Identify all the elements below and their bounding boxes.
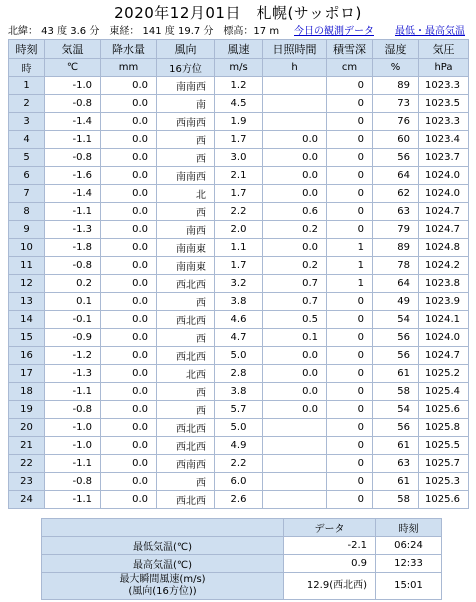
cell-sunshine: 0.0 bbox=[263, 383, 327, 401]
cell-precipitation: 0.0 bbox=[101, 275, 157, 293]
cell-wind-direction: 西南西 bbox=[157, 113, 215, 131]
cell-wind-speed: 6.0 bbox=[215, 473, 263, 491]
cell-humidity: 56 bbox=[373, 149, 419, 167]
min-max-temperature-link[interactable]: 最低・最高気温 bbox=[395, 26, 465, 37]
cell-wind-speed: 5.7 bbox=[215, 401, 263, 419]
table-row bbox=[9, 419, 469, 437]
cell-snow-depth: 0 bbox=[327, 329, 373, 347]
cell-hour: 8 bbox=[9, 203, 45, 221]
cell-precipitation: 0.0 bbox=[101, 347, 157, 365]
table-row bbox=[9, 275, 469, 293]
cell-wind-speed: 1.7 bbox=[215, 257, 263, 275]
cell-wind-direction: 西 bbox=[157, 149, 215, 167]
cell-precipitation: 0.0 bbox=[101, 455, 157, 473]
unit-time: 時 bbox=[9, 59, 45, 77]
cell-wind-direction: 西 bbox=[157, 473, 215, 491]
cell-temperature: -0.1 bbox=[45, 311, 101, 329]
hourly-observation-table bbox=[8, 39, 469, 509]
cell-precipitation: 0.0 bbox=[101, 419, 157, 437]
table-row bbox=[9, 437, 469, 455]
cell-sunshine: 0.7 bbox=[263, 275, 327, 293]
cell-pressure: 1024.8 bbox=[419, 239, 469, 257]
cell-hour: 6 bbox=[9, 167, 45, 185]
summary-time: 12:33 bbox=[376, 555, 442, 573]
table-row bbox=[9, 491, 469, 509]
unit-temperature: ℃ bbox=[45, 59, 101, 77]
cell-sunshine: 0.7 bbox=[263, 293, 327, 311]
cell-temperature: -1.0 bbox=[45, 437, 101, 455]
cell-sunshine: 0.0 bbox=[263, 167, 327, 185]
unit-sunshine: h bbox=[263, 59, 327, 77]
cell-wind-direction: 南南東 bbox=[157, 239, 215, 257]
cell-pressure: 1024.0 bbox=[419, 329, 469, 347]
cell-hour: 5 bbox=[9, 149, 45, 167]
cell-humidity: 89 bbox=[373, 239, 419, 257]
summary-row-max-temp bbox=[42, 555, 442, 573]
cell-precipitation: 0.0 bbox=[101, 329, 157, 347]
gust-label-line1: 最大瞬間風速(m/s) bbox=[119, 574, 206, 585]
cell-snow-depth: 0 bbox=[327, 185, 373, 203]
cell-temperature: 0.2 bbox=[45, 275, 101, 293]
cell-pressure: 1023.3 bbox=[419, 113, 469, 131]
table-row bbox=[9, 95, 469, 113]
summary-header-data: データ bbox=[284, 519, 376, 537]
cell-humidity: 56 bbox=[373, 347, 419, 365]
cell-sunshine: 0.0 bbox=[263, 131, 327, 149]
cell-temperature: -1.4 bbox=[45, 113, 101, 131]
cell-precipitation: 0.0 bbox=[101, 131, 157, 149]
col-header-wind-speed: 風速 bbox=[215, 40, 263, 59]
cell-wind-speed: 3.0 bbox=[215, 149, 263, 167]
unit-pressure: hPa bbox=[419, 59, 469, 77]
cell-pressure: 1025.5 bbox=[419, 437, 469, 455]
cell-humidity: 54 bbox=[373, 401, 419, 419]
cell-wind-speed: 5.0 bbox=[215, 419, 263, 437]
cell-pressure: 1025.4 bbox=[419, 383, 469, 401]
cell-hour: 11 bbox=[9, 257, 45, 275]
cell-temperature: -1.3 bbox=[45, 365, 101, 383]
cell-snow-depth: 0 bbox=[327, 221, 373, 239]
cell-snow-depth: 0 bbox=[327, 383, 373, 401]
cell-temperature: -0.8 bbox=[45, 95, 101, 113]
cell-pressure: 1024.0 bbox=[419, 185, 469, 203]
cell-snow-depth: 0 bbox=[327, 113, 373, 131]
cell-pressure: 1025.3 bbox=[419, 473, 469, 491]
col-header-precipitation: 降水量 bbox=[101, 40, 157, 59]
cell-wind-direction: 南南東 bbox=[157, 257, 215, 275]
table-row bbox=[9, 473, 469, 491]
cell-humidity: 56 bbox=[373, 329, 419, 347]
cell-wind-speed: 4.9 bbox=[215, 437, 263, 455]
cell-wind-speed: 3.8 bbox=[215, 383, 263, 401]
cell-hour: 12 bbox=[9, 275, 45, 293]
cell-sunshine: 0.0 bbox=[263, 149, 327, 167]
cell-hour: 21 bbox=[9, 437, 45, 455]
cell-wind-direction: 西北西 bbox=[157, 491, 215, 509]
unit-wind-speed: m/s bbox=[215, 59, 263, 77]
cell-humidity: 60 bbox=[373, 131, 419, 149]
cell-precipitation: 0.0 bbox=[101, 473, 157, 491]
cell-wind-direction: 西 bbox=[157, 401, 215, 419]
cell-humidity: 56 bbox=[373, 419, 419, 437]
summary-time: 15:01 bbox=[376, 573, 442, 600]
cell-hour: 22 bbox=[9, 455, 45, 473]
cell-wind-direction: 北 bbox=[157, 185, 215, 203]
cell-precipitation: 0.0 bbox=[101, 491, 157, 509]
cell-snow-depth: 0 bbox=[327, 455, 373, 473]
cell-snow-depth: 0 bbox=[327, 167, 373, 185]
cell-precipitation: 0.0 bbox=[101, 113, 157, 131]
cell-hour: 15 bbox=[9, 329, 45, 347]
cell-temperature: -0.8 bbox=[45, 149, 101, 167]
table-row bbox=[9, 401, 469, 419]
cell-pressure: 1024.1 bbox=[419, 311, 469, 329]
unit-row bbox=[9, 59, 469, 77]
station-location: 北緯： 43 度 3.6 分 東経： 141 度 19.7 分 標高：17 m bbox=[8, 26, 280, 37]
cell-humidity: 63 bbox=[373, 455, 419, 473]
cell-pressure: 1025.6 bbox=[419, 401, 469, 419]
cell-wind-speed: 4.6 bbox=[215, 311, 263, 329]
cell-wind-direction: 南西 bbox=[157, 221, 215, 239]
cell-pressure: 1023.5 bbox=[419, 95, 469, 113]
table-row bbox=[9, 257, 469, 275]
cell-temperature: -1.1 bbox=[45, 455, 101, 473]
cell-humidity: 54 bbox=[373, 311, 419, 329]
cell-temperature: -1.1 bbox=[45, 131, 101, 149]
cell-humidity: 64 bbox=[373, 167, 419, 185]
cell-pressure: 1023.9 bbox=[419, 293, 469, 311]
cell-humidity: 58 bbox=[373, 491, 419, 509]
cell-hour: 4 bbox=[9, 131, 45, 149]
table-row bbox=[9, 311, 469, 329]
cell-temperature: 0.1 bbox=[45, 293, 101, 311]
cell-pressure: 1024.2 bbox=[419, 257, 469, 275]
cell-wind-direction: 西 bbox=[157, 203, 215, 221]
cell-sunshine bbox=[263, 95, 327, 113]
cell-wind-speed: 1.9 bbox=[215, 113, 263, 131]
cell-snow-depth: 0 bbox=[327, 77, 373, 95]
table-row bbox=[9, 239, 469, 257]
cell-hour: 24 bbox=[9, 491, 45, 509]
table-row bbox=[9, 77, 469, 95]
cell-pressure: 1025.7 bbox=[419, 455, 469, 473]
cell-precipitation: 0.0 bbox=[101, 383, 157, 401]
cell-precipitation: 0.0 bbox=[101, 437, 157, 455]
cell-sunshine bbox=[263, 77, 327, 95]
cell-pressure: 1025.2 bbox=[419, 365, 469, 383]
cell-hour: 9 bbox=[9, 221, 45, 239]
cell-wind-direction: 南南西 bbox=[157, 167, 215, 185]
cell-wind-speed: 1.2 bbox=[215, 77, 263, 95]
cell-hour: 19 bbox=[9, 401, 45, 419]
summary-time: 06:24 bbox=[376, 537, 442, 555]
cell-hour: 1 bbox=[9, 77, 45, 95]
col-header-wind-direction: 風向 bbox=[157, 40, 215, 59]
unit-humidity: % bbox=[373, 59, 419, 77]
col-header-sunshine: 日照時間 bbox=[263, 40, 327, 59]
cell-sunshine bbox=[263, 473, 327, 491]
cell-sunshine bbox=[263, 437, 327, 455]
cell-wind-direction: 西南西 bbox=[157, 455, 215, 473]
cell-sunshine: 0.6 bbox=[263, 203, 327, 221]
cell-wind-direction: 西北西 bbox=[157, 311, 215, 329]
cell-temperature: -0.8 bbox=[45, 257, 101, 275]
col-header-pressure: 気圧 bbox=[419, 40, 469, 59]
cell-temperature: -1.6 bbox=[45, 167, 101, 185]
cell-humidity: 79 bbox=[373, 221, 419, 239]
cell-precipitation: 0.0 bbox=[101, 311, 157, 329]
cell-humidity: 73 bbox=[373, 95, 419, 113]
cell-precipitation: 0.0 bbox=[101, 221, 157, 239]
cell-temperature: -0.9 bbox=[45, 329, 101, 347]
cell-sunshine: 0.5 bbox=[263, 311, 327, 329]
cell-wind-direction: 南南西 bbox=[157, 77, 215, 95]
summary-header-blank bbox=[42, 519, 284, 537]
table-row bbox=[9, 131, 469, 149]
cell-sunshine: 0.0 bbox=[263, 365, 327, 383]
cell-temperature: -1.1 bbox=[45, 203, 101, 221]
summary-value: -2.1 bbox=[284, 537, 376, 555]
cell-temperature: -1.1 bbox=[45, 491, 101, 509]
cell-hour: 20 bbox=[9, 419, 45, 437]
page-title: 2020年12月01日 札幌(サッポロ) bbox=[114, 4, 362, 22]
col-header-time: 時刻 bbox=[9, 40, 45, 59]
cell-humidity: 61 bbox=[373, 365, 419, 383]
cell-pressure: 1024.7 bbox=[419, 347, 469, 365]
cell-wind-direction: 西北西 bbox=[157, 437, 215, 455]
cell-snow-depth: 0 bbox=[327, 365, 373, 383]
cell-wind-speed: 2.0 bbox=[215, 221, 263, 239]
cell-wind-speed: 1.7 bbox=[215, 185, 263, 203]
summary-header-time: 時刻 bbox=[376, 519, 442, 537]
summary-value: 0.9 bbox=[284, 555, 376, 573]
cell-sunshine bbox=[263, 491, 327, 509]
cell-temperature: -1.2 bbox=[45, 347, 101, 365]
cell-hour: 2 bbox=[9, 95, 45, 113]
table-row bbox=[9, 203, 469, 221]
unit-wind-direction: 16方位 bbox=[157, 59, 215, 77]
cell-hour: 7 bbox=[9, 185, 45, 203]
cell-humidity: 63 bbox=[373, 203, 419, 221]
cell-hour: 14 bbox=[9, 311, 45, 329]
table-row bbox=[9, 365, 469, 383]
cell-snow-depth: 0 bbox=[327, 149, 373, 167]
cell-humidity: 78 bbox=[373, 257, 419, 275]
col-header-humidity: 湿度 bbox=[373, 40, 419, 59]
daily-summary-table bbox=[41, 518, 442, 600]
cell-sunshine: 0.1 bbox=[263, 329, 327, 347]
cell-sunshine: 0.0 bbox=[263, 401, 327, 419]
observation-rows bbox=[9, 77, 469, 509]
summary-value: 12.9(西北西) bbox=[284, 573, 376, 600]
cell-hour: 18 bbox=[9, 383, 45, 401]
cell-snow-depth: 1 bbox=[327, 275, 373, 293]
cell-wind-speed: 4.7 bbox=[215, 329, 263, 347]
cell-wind-direction: 西 bbox=[157, 131, 215, 149]
cell-wind-speed: 4.5 bbox=[215, 95, 263, 113]
cell-pressure: 1023.4 bbox=[419, 131, 469, 149]
summary-row-min-temp bbox=[42, 537, 442, 555]
summary-label bbox=[42, 573, 284, 600]
summary-label: 最低気温(℃) bbox=[42, 537, 284, 555]
cell-hour: 17 bbox=[9, 365, 45, 383]
unit-precipitation: mm bbox=[101, 59, 157, 77]
table-row bbox=[9, 149, 469, 167]
summary-header-row bbox=[42, 519, 442, 537]
cell-hour: 10 bbox=[9, 239, 45, 257]
cell-snow-depth: 0 bbox=[327, 203, 373, 221]
cell-humidity: 58 bbox=[373, 383, 419, 401]
cell-humidity: 61 bbox=[373, 473, 419, 491]
cell-temperature: -1.1 bbox=[45, 383, 101, 401]
table-row bbox=[9, 113, 469, 131]
cell-wind-direction: 西 bbox=[157, 383, 215, 401]
cell-pressure: 1025.8 bbox=[419, 419, 469, 437]
cell-wind-speed: 3.2 bbox=[215, 275, 263, 293]
table-row bbox=[9, 167, 469, 185]
cell-pressure: 1023.7 bbox=[419, 149, 469, 167]
table-row bbox=[9, 455, 469, 473]
cell-sunshine bbox=[263, 419, 327, 437]
cell-pressure: 1024.7 bbox=[419, 221, 469, 239]
cell-wind-speed: 1.1 bbox=[215, 239, 263, 257]
cell-precipitation: 0.0 bbox=[101, 257, 157, 275]
cell-wind-speed: 2.8 bbox=[215, 365, 263, 383]
cell-snow-depth: 0 bbox=[327, 131, 373, 149]
cell-precipitation: 0.0 bbox=[101, 77, 157, 95]
cell-precipitation: 0.0 bbox=[101, 167, 157, 185]
cell-snow-depth: 0 bbox=[327, 473, 373, 491]
col-header-temperature: 気温 bbox=[45, 40, 101, 59]
cell-pressure: 1024.7 bbox=[419, 203, 469, 221]
cell-sunshine bbox=[263, 455, 327, 473]
table-row bbox=[9, 383, 469, 401]
cell-wind-direction: 西 bbox=[157, 329, 215, 347]
table-row bbox=[9, 221, 469, 239]
cell-wind-direction: 北西 bbox=[157, 365, 215, 383]
cell-temperature: -1.4 bbox=[45, 185, 101, 203]
unit-snow-depth: cm bbox=[327, 59, 373, 77]
cell-sunshine: 0.0 bbox=[263, 185, 327, 203]
cell-precipitation: 0.0 bbox=[101, 95, 157, 113]
summary-row-max-gust bbox=[42, 573, 442, 600]
cell-temperature: -1.3 bbox=[45, 221, 101, 239]
cell-hour: 13 bbox=[9, 293, 45, 311]
cell-pressure: 1023.3 bbox=[419, 77, 469, 95]
summary-label: 最高気温(℃) bbox=[42, 555, 284, 573]
cell-precipitation: 0.0 bbox=[101, 401, 157, 419]
cell-sunshine: 0.2 bbox=[263, 257, 327, 275]
cell-temperature: -0.8 bbox=[45, 401, 101, 419]
cell-hour: 16 bbox=[9, 347, 45, 365]
cell-wind-speed: 2.6 bbox=[215, 491, 263, 509]
cell-snow-depth: 0 bbox=[327, 347, 373, 365]
cell-wind-direction: 西 bbox=[157, 293, 215, 311]
cell-wind-speed: 1.7 bbox=[215, 131, 263, 149]
cell-wind-speed: 2.2 bbox=[215, 203, 263, 221]
cell-sunshine: 0.2 bbox=[263, 221, 327, 239]
today-observation-link[interactable]: 今日の観測データ bbox=[294, 26, 374, 37]
cell-humidity: 89 bbox=[373, 77, 419, 95]
cell-precipitation: 0.0 bbox=[101, 293, 157, 311]
cell-pressure: 1023.8 bbox=[419, 275, 469, 293]
cell-temperature: -0.8 bbox=[45, 473, 101, 491]
cell-snow-depth: 0 bbox=[327, 437, 373, 455]
cell-pressure: 1024.0 bbox=[419, 167, 469, 185]
cell-wind-speed: 2.1 bbox=[215, 167, 263, 185]
cell-snow-depth: 0 bbox=[327, 401, 373, 419]
cell-hour: 23 bbox=[9, 473, 45, 491]
cell-temperature: -1.0 bbox=[45, 419, 101, 437]
col-header-snow-depth: 積雪深 bbox=[327, 40, 373, 59]
cell-precipitation: 0.0 bbox=[101, 149, 157, 167]
cell-precipitation: 0.0 bbox=[101, 239, 157, 257]
table-row bbox=[9, 329, 469, 347]
cell-snow-depth: 0 bbox=[327, 311, 373, 329]
cell-snow-depth: 1 bbox=[327, 239, 373, 257]
cell-humidity: 76 bbox=[373, 113, 419, 131]
cell-hour: 3 bbox=[9, 113, 45, 131]
cell-precipitation: 0.0 bbox=[101, 185, 157, 203]
table-row bbox=[9, 293, 469, 311]
table-row bbox=[9, 185, 469, 203]
cell-wind-speed: 3.8 bbox=[215, 293, 263, 311]
cell-snow-depth: 0 bbox=[327, 491, 373, 509]
gust-label-line2: (風向(16方位)) bbox=[128, 586, 197, 597]
cell-sunshine: 0.0 bbox=[263, 239, 327, 257]
cell-wind-direction: 西北西 bbox=[157, 419, 215, 437]
cell-sunshine: 0.0 bbox=[263, 347, 327, 365]
cell-humidity: 62 bbox=[373, 185, 419, 203]
cell-temperature: -1.0 bbox=[45, 77, 101, 95]
cell-snow-depth: 1 bbox=[327, 257, 373, 275]
cell-pressure: 1025.6 bbox=[419, 491, 469, 509]
cell-snow-depth: 0 bbox=[327, 293, 373, 311]
cell-wind-speed: 5.0 bbox=[215, 347, 263, 365]
cell-temperature: -1.8 bbox=[45, 239, 101, 257]
cell-wind-direction: 南 bbox=[157, 95, 215, 113]
cell-humidity: 64 bbox=[373, 275, 419, 293]
cell-snow-depth: 0 bbox=[327, 95, 373, 113]
table-row bbox=[9, 347, 469, 365]
column-header-row bbox=[9, 40, 469, 59]
cell-snow-depth: 0 bbox=[327, 419, 373, 437]
cell-wind-direction: 西北西 bbox=[157, 275, 215, 293]
cell-sunshine bbox=[263, 113, 327, 131]
station-info-bar bbox=[8, 22, 468, 36]
cell-humidity: 49 bbox=[373, 293, 419, 311]
cell-precipitation: 0.0 bbox=[101, 203, 157, 221]
cell-precipitation: 0.0 bbox=[101, 365, 157, 383]
cell-wind-direction: 西北西 bbox=[157, 347, 215, 365]
cell-wind-speed: 2.2 bbox=[215, 455, 263, 473]
cell-humidity: 61 bbox=[373, 437, 419, 455]
